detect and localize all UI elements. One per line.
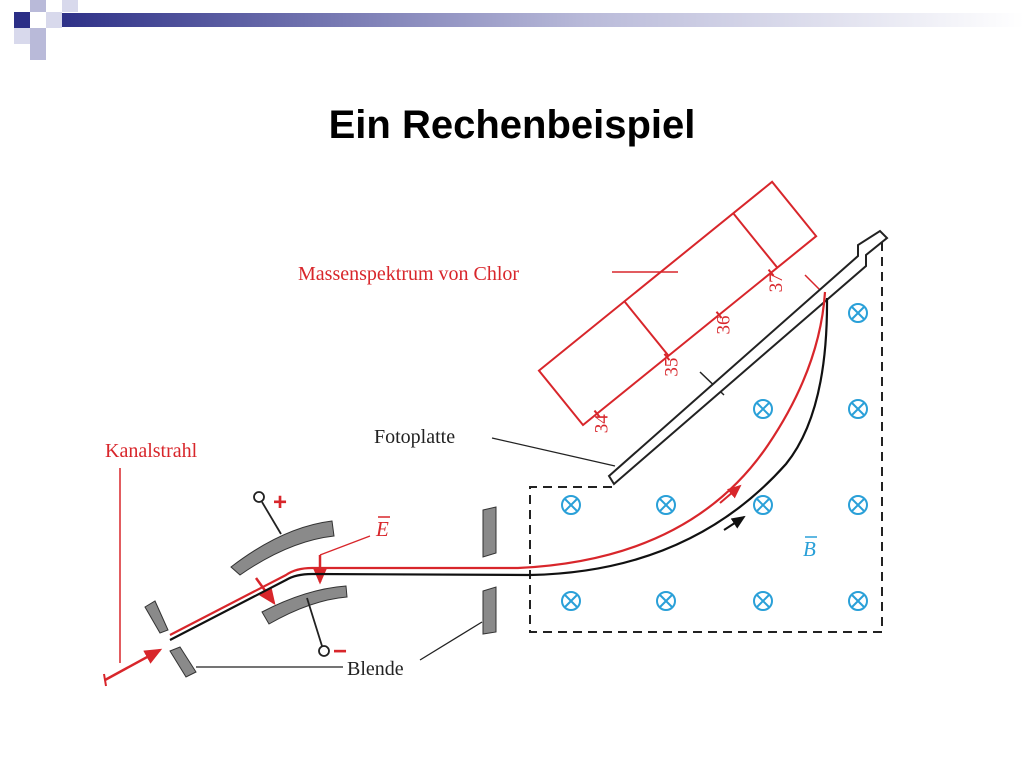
field-into-page-icon — [849, 400, 867, 418]
field-into-page-icon — [849, 304, 867, 322]
field-into-page-icon — [849, 592, 867, 610]
mass-label-35: 35 — [661, 357, 683, 377]
aperture-upper-plate — [483, 507, 496, 557]
blende-leader-right — [420, 622, 482, 660]
beam-black-arrow — [724, 517, 744, 530]
mass-label-36: 36 — [713, 315, 735, 335]
aperture-lower-plate — [483, 587, 496, 634]
mass-spectrum-box — [539, 182, 832, 445]
canal-ray-tail — [104, 674, 106, 686]
field-into-page-icon — [562, 496, 580, 514]
field-into-page-icon — [657, 592, 675, 610]
field-into-page-icon — [657, 496, 675, 514]
negative-lead — [307, 598, 322, 646]
minus-sign: − — [333, 638, 348, 665]
positive-terminal — [254, 492, 264, 502]
plus-sign: + — [273, 489, 288, 516]
photo-plate-label: Fotoplatte — [374, 426, 456, 448]
field-into-page-icon — [754, 400, 772, 418]
field-into-page-icon — [849, 496, 867, 514]
field-into-page-icon — [562, 592, 580, 610]
field-into-page-icon — [754, 592, 772, 610]
beam-black-path — [170, 298, 827, 640]
photo-plate-leader — [492, 438, 615, 466]
e-field-leader — [320, 536, 370, 555]
e-field-label: E — [376, 517, 389, 541]
mass-label-34: 34 — [591, 414, 613, 434]
canal-ray-label: Kanalstrahl — [105, 440, 198, 462]
b-field-label: B — [803, 537, 816, 561]
field-into-page-icon — [754, 496, 772, 514]
capacitor-plate-negative — [262, 586, 347, 624]
mass-spectrum-label: Massenspektrum von Chlor — [298, 263, 520, 285]
canal-ray-incoming — [105, 650, 160, 680]
mass-label-37: 37 — [765, 273, 787, 293]
field-symbols — [562, 304, 867, 610]
slide-title: Ein Rechenbeispiel — [328, 103, 696, 147]
slit-upper-jaw — [145, 601, 168, 633]
photo-plate — [609, 231, 887, 484]
negative-terminal — [319, 646, 329, 656]
beam-red-path — [170, 292, 825, 635]
aperture-label: Blende — [347, 658, 404, 680]
slit-lower-jaw — [170, 647, 196, 677]
